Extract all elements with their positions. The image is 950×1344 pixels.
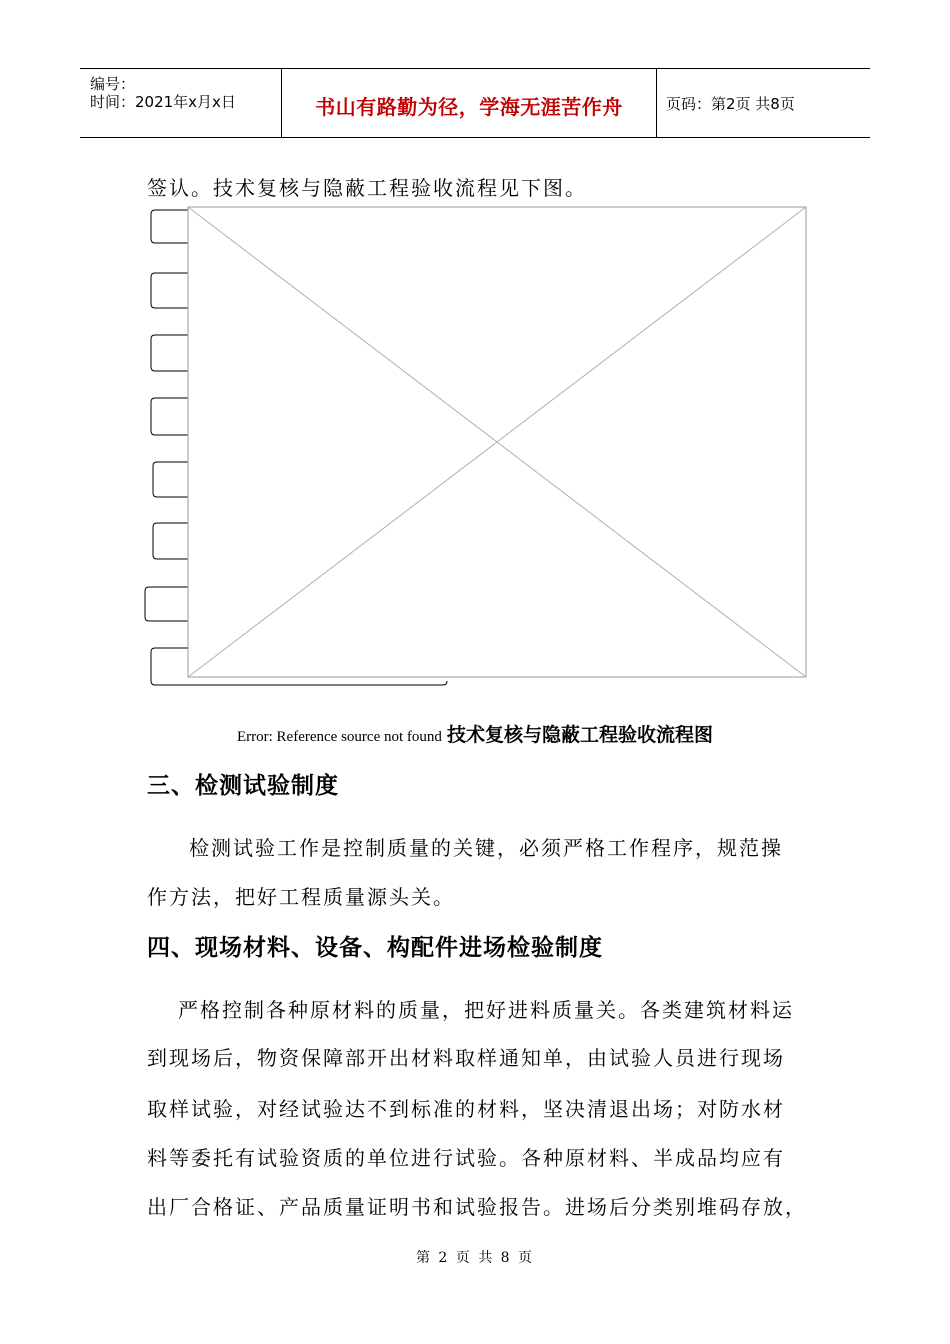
header-page-info: 页码：第2页 共8页	[666, 95, 795, 113]
figure-caption	[0, 720, 950, 747]
figure-caption-title: 技术复核与隐蔽工程验收流程图	[447, 724, 714, 746]
header-center-cell	[281, 69, 657, 137]
section-3-line-2: 作方法，把好工程质量源头关。	[147, 885, 455, 909]
page-footer: 第 2 页 共 8 页	[415, 1250, 535, 1266]
header-right-cell	[656, 69, 870, 137]
section-4-line-2: 到现场后，物资保障部开出材料取样通知单，由试验人员进行现场	[147, 1046, 785, 1070]
section-4-line-4: 料等委托有试验资质的单位进行试验。各种原材料、半成品均应有	[147, 1146, 785, 1170]
header-left-cell	[80, 69, 281, 137]
section-3-heading: 三、检测试验制度	[147, 773, 339, 799]
section-4-line-1: 严格控制各种原材料的质量，把好进料质量关。各类建筑材料运	[178, 998, 794, 1022]
flow-bracket-5	[153, 462, 188, 497]
section-4-heading: 四、现场材料、设备、构配件进场检验制度	[147, 935, 603, 961]
flow-bracket-4	[151, 398, 188, 435]
date-label: 时间：2021年x月x日	[90, 93, 236, 111]
section-4-line-3: 取样试验，对经试验达不到标准的材料，坚决清退出场；对防水材	[147, 1097, 785, 1121]
flowchart-placeholder-image	[143, 205, 813, 691]
serial-number-label: 编号：	[90, 75, 136, 93]
flow-bracket-7	[145, 587, 188, 621]
reference-error-text: Error: Reference source not found	[236, 729, 442, 745]
header-motto: 书山有路勤为径，学海无涯苦作舟	[315, 95, 623, 119]
flow-bracket-6	[153, 523, 188, 559]
flow-bracket-1	[151, 210, 188, 243]
flow-bracket-3	[151, 335, 188, 371]
page-header	[80, 68, 870, 138]
flow-bracket-2	[151, 273, 188, 308]
section-4-line-5: 出厂合格证、产品质量证明书和试验报告。进场后分类别堆码存放，	[147, 1195, 807, 1219]
section-3-line-1: 检测试验工作是控制质量的关键，必须严格工作程序，规范操	[189, 836, 783, 860]
intro-paragraph: 签认。技术复核与隐蔽工程验收流程见下图。	[147, 176, 587, 200]
